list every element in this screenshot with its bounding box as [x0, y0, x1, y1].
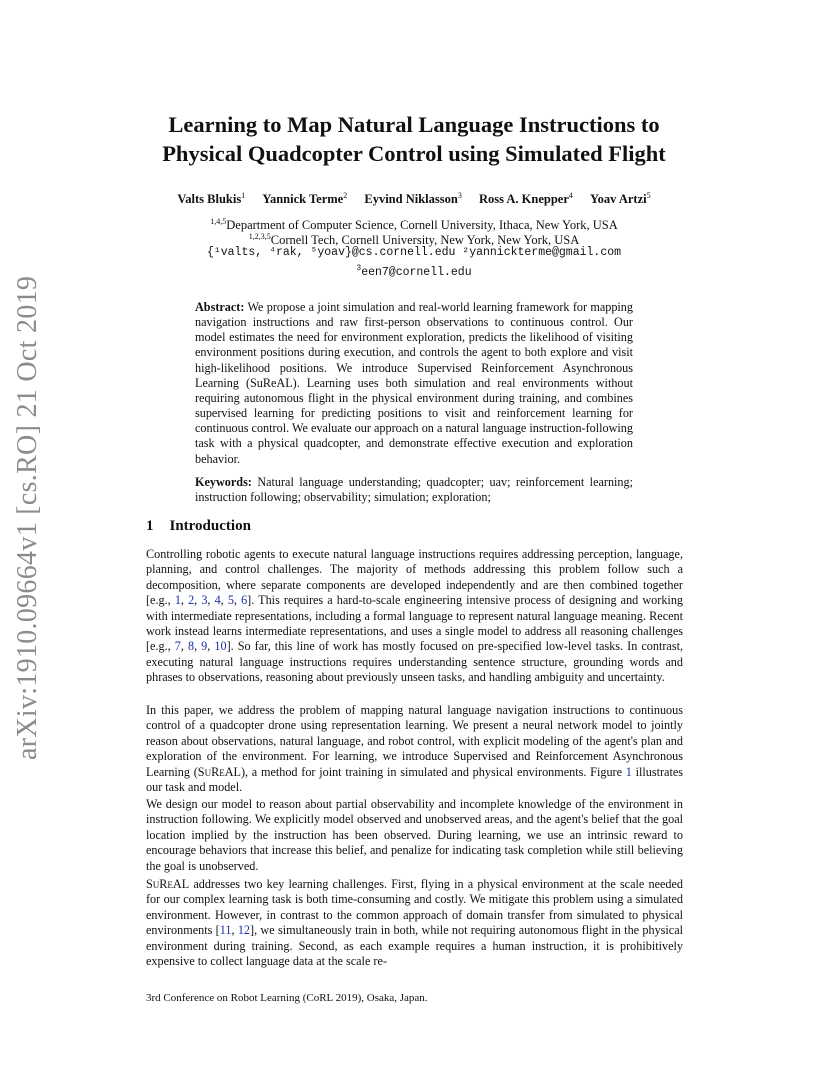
paragraph-2: In this paper, we address the problem of mapping natural language navigation instructions to continuous control of a quadcopter drone using representation learning. We present a neural network model to jointly reason about observations, natural language, and robot control, with explicit modeling of the agent's plan and exploration of the environment. For learning, we introduce Supervised and Reinforcement Asynchronous Learning (SuReAL), a method for joint training in simulated and physical environments. Figure 1 illustrates our task and model. [146, 703, 683, 795]
title-line-2: Physical Quadcopter Control using Simulated Flight [162, 141, 666, 166]
citation-link[interactable]: 11 [219, 923, 232, 938]
citation-link[interactable]: 3 [201, 593, 208, 608]
section-heading [146, 518, 251, 535]
citation-link[interactable]: 5 [227, 593, 234, 608]
author-email-2: $^3$een7@cornell.edu [356, 264, 472, 279]
figure-link[interactable]: 1 [625, 764, 632, 779]
keywords-label: Keywords: [195, 475, 252, 489]
sureal-name: SuReAL [197, 764, 241, 779]
sureal-name: SuReAL [146, 877, 190, 891]
affiliation-1: $^{1,4,5}$Department of Computer Science, Cornell University, Ithaca, New York, USA [210, 217, 618, 233]
paragraph-3: We design our model to reason about partial observability and incomplete knowledge of the environment in instruction following. We explicitly model observed and unobserved areas, and the agent's belief that the goal location implied by the instruction has been observed. During learning, we use an intrinsic reward to encourage behaviors that increase this belief, and penalize for indicating task completion while still believing the goal is unobserved. [146, 797, 683, 873]
citation-link[interactable]: 8 [187, 639, 195, 654]
keywords [195, 475, 633, 505]
citation-link[interactable]: 2 [188, 593, 195, 608]
author-list [100, 191, 728, 207]
author: Valts Blukis$^1$ [177, 191, 246, 207]
citation-link[interactable]: 10 [214, 639, 227, 654]
section-title: Introduction [169, 518, 251, 534]
affiliation-2: $^{1,2,3,5}$Cornell Tech, Cornell University, New York, New York, USA [248, 232, 580, 248]
citation-link[interactable]: 12 [237, 923, 251, 938]
arxiv-identifier: arXiv:1910.09664v1 [cs.RO] 21 Oct 2019 [12, 275, 43, 760]
abstract-label: Abstract: [195, 300, 245, 314]
citation-link[interactable]: 7 [174, 639, 181, 654]
section-number: 1 [146, 518, 154, 534]
paragraph-4: SuReAL addresses two key learning challenges. First, flying in a physical environment at the scale needed for our complex learning task is both time-consuming and costly. We mitigate this problem using a simulated environment. However, in contrast to the common approach of domain transfer from simulated to physical environments [11, 12], we simultaneously train in both, while not requiring autonomous flight in the physical environment during training. Second, as each example requires a human instruction, it is prohibitively expensive to collect language data at the scale re- [146, 877, 683, 969]
title-line-1: Learning to Map Natural Language Instructions to [168, 112, 660, 137]
author: Yoav Artzi$^5$ [590, 191, 651, 207]
citation-link[interactable]: 1 [174, 593, 181, 608]
keywords-text: Natural language understanding; quadcopter; uav; reinforcement learning; instruction following; observability; simulation; exploration; [195, 475, 633, 505]
abstract [195, 300, 633, 467]
citation-link[interactable]: 9 [201, 639, 208, 654]
paper-title [100, 110, 728, 168]
paragraph-1: Controlling robotic agents to execute natural language instructions requires addressing perception, language, planning, and control challenges. The majority of methods addressing this problem follow such a decomposition, where separate components are developed independently and are then combined together [e.g., 1, 2, 3, 4, 5, 6]. This requires a hard-to-scale engineering intensive process of designing and working with intermediate representations, including a formal language to represent natural language meaning. Recent work instead learns intermediate representations, and uses a single model to address all reasoning challenges [e.g., 7, 8, 9, 10]. So far, this line of work has mostly focused on pre-specified low-level tasks. In contrast, executing natural language instructions requires understanding sentence structure, grounding words and phrases to observations, reasoning about previously unseen tasks, and handling ambiguity and uncertainty. [146, 547, 684, 685]
author: Yannick Terme$^2$ [262, 191, 348, 207]
author: Eyvind Niklasson$^3$ [364, 191, 462, 207]
citation-link[interactable]: 6 [241, 593, 248, 608]
citation-link[interactable]: 4 [214, 593, 221, 608]
abstract-text: We propose a joint simulation and real-world learning framework for mapping navigation instructions and raw first-person observations to continuous control. Our model estimates the need for environment exploration, predicts the likelihood of visiting environment positions during execution, and controls the agent to both explore and visit high-likelihood positions. We introduce Supervised Reinforcement Asynchronous Learning (SuReAL). Learning uses both simulation and real environments without requiring autonomous flight in the physical environment during training, and combines supervised learning for predicting positions to visit and reinforcement learning for continuous control. We evaluate our approach on a natural language instruction-following task with a physical quadcopter, and demonstrate effective execution and exploration behavior. [195, 300, 633, 466]
author: Ross A. Knepper$^4$ [478, 191, 573, 207]
author-emails: {¹valts, ⁴rak, ⁵yoav}@cs.cornell.edu ²yannickterme@gmail.com [206, 246, 622, 259]
conference-footnote: 3rd Conference on Robot Learning (CoRL 2019), Osaka, Japan. [146, 992, 428, 1004]
